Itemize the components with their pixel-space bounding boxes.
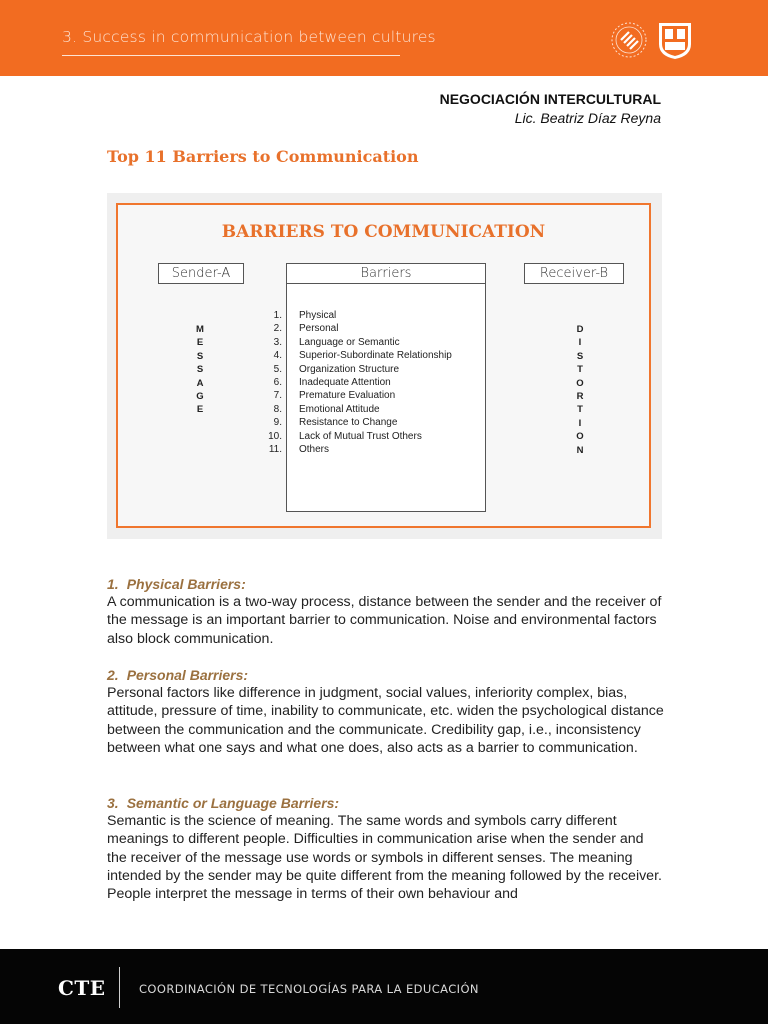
barrier-number: 3. [273,336,282,348]
section-heading [107,666,667,684]
footer-logo: CTE [58,976,106,1000]
distortion-letter: T [577,364,583,376]
distortion-letter: T [577,404,583,416]
distortion-letter: O [576,431,584,443]
barriers-list [248,309,452,456]
barrier-label: Inadequate Attention [299,376,391,388]
barrier-number: 9. [273,417,282,429]
barrier-number: 11. [268,443,282,455]
barrier-label: Others [299,443,330,455]
institution-seal-icon [610,21,648,59]
distortion-letter: I [578,337,582,349]
barrier-item [248,403,452,416]
barrier-label: Physical [299,310,337,321]
header-underline [62,55,400,56]
section-paragraph: Semantic is the science of meaning. The same words and symbols carry different meanings to different people. Difficulties in communication arise when the sender and the receiver of the message use words or symbols in different senses. The meaning intended by the sender may be quite different from the meaning followed by the receiver. People interpret the message in terms of their own behaviour and [107,813,662,903]
barrier-number: 8. [273,403,282,415]
barrier-label: Superior-Subordinate Relationship [299,350,452,362]
section-paragraph: Personal factors like difference in judgment, social values, inferiority complex, bias, attitude, pressure of time, inability to communicate, etc. widen the psychological distance between the communication and the communicate. Credibility gap, i.e., inconsistency between what one says and what one does, also acts as a barrier to communication. [107,685,664,756]
barriers-header-box: Barriers [286,263,486,284]
barrier-number: 2. [273,323,282,335]
barrier-item [248,322,452,335]
document-header [440,91,661,126]
section-number: 3. [107,795,119,811]
barrier-item [248,363,452,376]
message-vertical-text [193,323,207,417]
distortion-letter: N [576,444,584,456]
footer-divider [119,967,120,1008]
receiver-box: Receiver-B [524,263,624,284]
barrier-label: Emotional Attitude [299,403,380,415]
section-number: 2. [107,667,119,683]
message-letter: M [196,324,204,335]
message-letter: E [196,404,204,416]
message-letter: E [196,337,204,349]
course-name: NEGOCIACIÓN INTERCULTURAL [439,91,661,107]
section-heading-text: Physical Barriers: [126,576,246,592]
barrier-number: 5. [273,363,282,375]
barrier-label: Premature Evaluation [299,390,396,402]
barrier-item [248,416,452,429]
distortion-letter: R [576,391,584,403]
message-letter: S [196,364,204,376]
diagram-title: BARRIERS TO COMMUNICATION [221,222,546,242]
footer-text: COORDINACIÓN DE TECNOLOGÍAS PARA LA EDUCACIÓN [139,982,479,996]
header-title: 3. Success in communication between cultures [62,28,436,46]
section-heading [107,575,667,593]
barriers-diagram [116,203,651,528]
message-letter: G [196,391,204,403]
section-title: Top 11 Barriers to Communication [107,147,419,166]
section-physical [107,575,667,648]
section-personal [107,666,667,757]
distortion-letter: I [578,417,582,429]
message-letter: A [196,377,204,389]
barrier-item [248,349,452,362]
sender-box: Sender-A [158,263,244,284]
barrier-label: Resistance to Change [299,417,398,429]
section-semantic [107,794,667,903]
distortion-letter: D [576,324,584,335]
barrier-label: Lack of Mutual Trust Others [299,430,422,442]
section-heading-text: Semantic or Language Barriers: [126,795,340,811]
footer-bar [0,949,768,1024]
section-number: 1. [107,576,119,592]
barrier-item [248,376,452,389]
barrier-number: 1. [273,310,282,321]
section-paragraph: A communication is a two-way process, distance between the sender and the receiver of the message is an important barrier to communication. Noise and environmental factors also block communication. [107,594,662,647]
author-name: Lic. Beatriz Díaz Reyna [514,110,661,126]
distortion-letter: S [576,350,584,362]
message-letter: S [196,350,204,362]
barrier-item [248,430,452,443]
barrier-number: 10. [268,430,282,442]
barrier-item [248,443,452,456]
barrier-item [248,309,452,322]
barrier-label: Language or Semantic [299,336,400,348]
header-bar [0,0,768,76]
barrier-number: 6. [273,376,282,388]
barrier-number: 7. [273,390,282,402]
distortion-letter: O [576,377,584,389]
barrier-label: Organization Structure [299,363,400,375]
barrier-item [248,389,452,402]
distortion-vertical-text [573,323,587,457]
barrier-item [248,336,452,349]
section-heading [107,794,667,812]
university-shield-icon [656,20,694,60]
section-heading-text: Personal Barriers: [126,667,249,683]
barrier-number: 4. [273,350,282,362]
barrier-label: Personal [299,323,339,335]
